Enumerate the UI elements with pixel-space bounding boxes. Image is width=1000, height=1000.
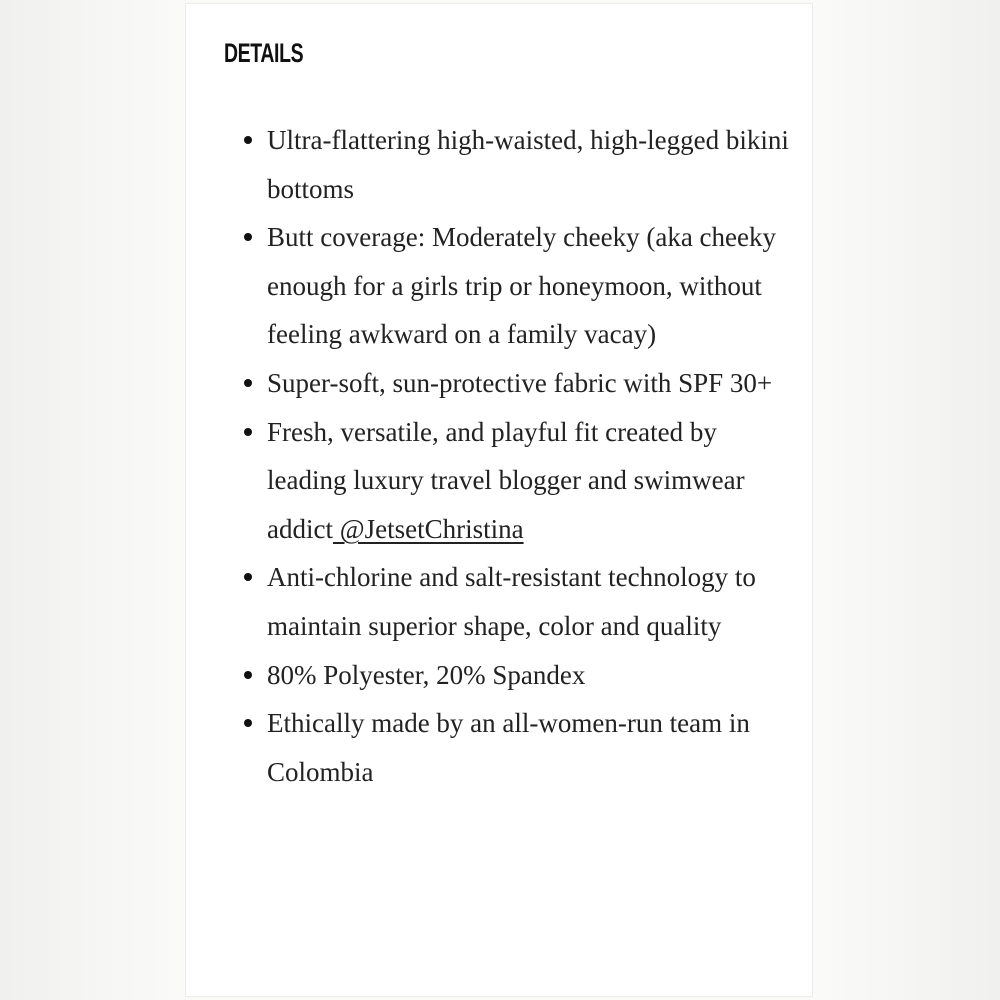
- list-item-text: Ethically made by an all-women-run team in Colombia: [267, 708, 750, 787]
- list-item-text: Butt coverage: Moderately cheeky (aka cheeky enough for a girls trip or honeymoon, without feeling awkward on a family vacay): [267, 222, 777, 350]
- details-heading: DETAILS: [224, 38, 304, 68]
- bullet-icon: [244, 719, 252, 727]
- list-item: [232, 651, 792, 700]
- bullet-icon: [244, 136, 252, 144]
- list-item: [232, 699, 792, 796]
- list-item: [232, 116, 792, 213]
- jetsetchristina-link[interactable]: @JetsetChristina: [332, 513, 524, 544]
- bullet-icon: [244, 573, 252, 581]
- list-item: [232, 213, 792, 359]
- list-item-text: 80% Polyester, 20% Spandex: [267, 659, 586, 690]
- details-panel: [186, 4, 812, 996]
- list-item: [232, 553, 792, 650]
- bullet-icon: [244, 671, 252, 679]
- bullet-icon: [244, 428, 252, 436]
- list-item-text: Ultra-flattering high-waisted, high-legged bikini bottoms: [267, 125, 789, 204]
- bullet-icon: [244, 379, 252, 387]
- list-item: [232, 359, 792, 408]
- details-list: [232, 116, 792, 796]
- bullet-icon: [244, 233, 252, 241]
- list-item-text: Super-soft, sun-protective fabric with SPF 30+: [267, 367, 773, 398]
- list-item: [232, 408, 792, 554]
- list-item-text: Fresh, versatile, and playful fit created by leading luxury travel blogger and swimwear addict: [267, 416, 745, 544]
- list-item-text: Anti-chlorine and salt-resistant technology to maintain superior shape, color and quality: [267, 562, 756, 641]
